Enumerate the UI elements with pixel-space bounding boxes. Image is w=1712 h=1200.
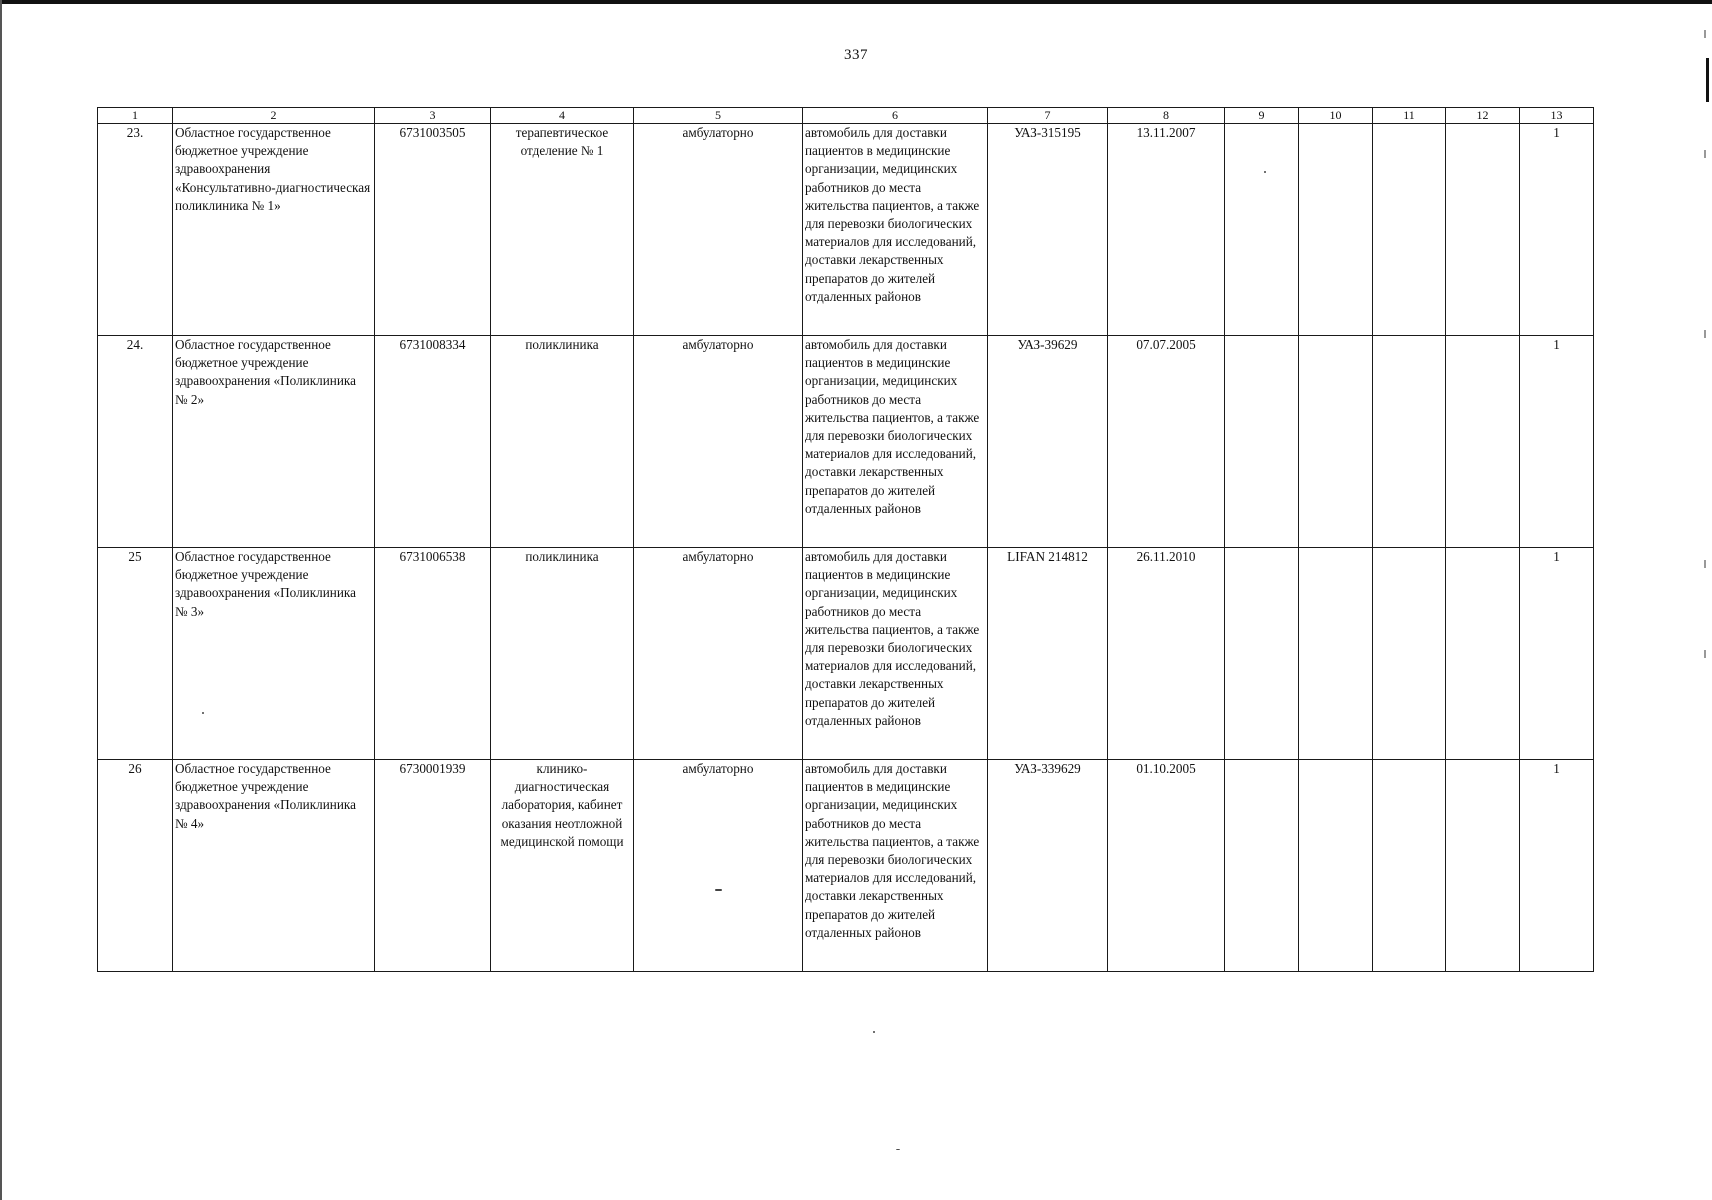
- institution-name-cell: Областное государственное бюджетное учреждение здравоохранения «Консультативно-диагностическая поликлиника № 1»: [173, 124, 375, 336]
- register-table: [97, 107, 1594, 972]
- registration-date-cell: 07.07.2005: [1108, 336, 1225, 548]
- col-11-cell: [1373, 760, 1446, 972]
- vehicle-model-cell: LIFAN 214812: [988, 548, 1108, 760]
- scan-speck: [896, 1149, 900, 1150]
- care-form-cell: амбулаторно: [634, 548, 803, 760]
- vehicle-model-cell: УАЗ-339629: [988, 760, 1108, 972]
- scan-speck: [202, 712, 204, 714]
- column-number-10: 10: [1299, 108, 1373, 124]
- column-number-8: 8: [1108, 108, 1225, 124]
- care-form-cell: амбулаторно: [634, 760, 803, 972]
- col-11-cell: [1373, 124, 1446, 336]
- vehicle-model-cell: УАЗ-39629: [988, 336, 1108, 548]
- column-number-13: 13: [1520, 108, 1594, 124]
- unit-name-cell: терапевтическое отделение № 1: [491, 124, 634, 336]
- table-row: [98, 760, 1594, 972]
- institution-name-cell: Областное государственное бюджетное учреждение здравоохранения «Поликлиника № 2»: [173, 336, 375, 548]
- row-number-cell: 26: [98, 760, 173, 972]
- column-number-row: [98, 108, 1594, 124]
- col-9-cell: [1225, 760, 1299, 972]
- vehicle-purpose-cell: автомобиль для доставки пациентов в медицинские организации, медицинских работников до места жительства пациентов, а также для перевозки биологических материалов для исследований, доставки лекарственных препаратов до жителей отдаленных районов: [803, 336, 988, 548]
- col-10-cell: [1299, 548, 1373, 760]
- table-body: [98, 108, 1594, 972]
- scan-edge-dash: [1704, 650, 1706, 658]
- vehicle-count-cell: 1: [1520, 548, 1594, 760]
- column-number-2: 2: [173, 108, 375, 124]
- col-12-cell: [1446, 548, 1520, 760]
- vehicle-purpose-cell: автомобиль для доставки пациентов в медицинские организации, медицинских работников до места жительства пациентов, а также для перевозки биологических материалов для исследований, доставки лекарственных препаратов до жителей отдаленных районов: [803, 760, 988, 972]
- col-12-cell: [1446, 124, 1520, 336]
- registration-date-cell: 13.11.2007: [1108, 124, 1225, 336]
- col-11-cell: [1373, 548, 1446, 760]
- registration-date-cell: 26.11.2010: [1108, 548, 1225, 760]
- col-11-cell: [1373, 336, 1446, 548]
- row-number-cell: 23.: [98, 124, 173, 336]
- col-12-cell: [1446, 760, 1520, 972]
- column-number-3: 3: [375, 108, 491, 124]
- column-number-4: 4: [491, 108, 634, 124]
- inn-cell: 6731006538: [375, 548, 491, 760]
- column-number-1: 1: [98, 108, 173, 124]
- scan-border-top: [0, 0, 1712, 4]
- inn-cell: 6731003505: [375, 124, 491, 336]
- col-10-cell: [1299, 124, 1373, 336]
- unit-name-cell: поликлиника: [491, 336, 634, 548]
- col-12-cell: [1446, 336, 1520, 548]
- table-row: [98, 124, 1594, 336]
- scan-edge-dash: [1704, 330, 1706, 338]
- col-9-cell: [1225, 548, 1299, 760]
- vehicle-count-cell: 1: [1520, 336, 1594, 548]
- scan-speck: [873, 1031, 875, 1033]
- table-row: [98, 336, 1594, 548]
- page-number: 337: [844, 47, 868, 63]
- column-number-7: 7: [988, 108, 1108, 124]
- inn-cell: 6731008334: [375, 336, 491, 548]
- col-10-cell: [1299, 760, 1373, 972]
- row-number-cell: 24.: [98, 336, 173, 548]
- institution-name-cell: Областное государственное бюджетное учреждение здравоохранения «Поликлиника № 3»: [173, 548, 375, 760]
- care-form-cell: амбулаторно: [634, 124, 803, 336]
- column-number-12: 12: [1446, 108, 1520, 124]
- vehicle-purpose-cell: автомобиль для доставки пациентов в медицинские организации, медицинских работников до места жительства пациентов, а также для перевозки биологических материалов для исследований, доставки лекарственных препаратов до жителей отдаленных районов: [803, 548, 988, 760]
- unit-name-cell: поликлиника: [491, 548, 634, 760]
- scan-border-left: [0, 0, 2, 1200]
- inn-cell: 6730001939: [375, 760, 491, 972]
- row-number-cell: 25: [98, 548, 173, 760]
- col-10-cell: [1299, 336, 1373, 548]
- vehicle-purpose-cell: автомобиль для доставки пациентов в медицинские организации, медицинских работников до места жительства пациентов, а также для перевозки биологических материалов для исследований, доставки лекарственных препаратов до жителей отдаленных районов: [803, 124, 988, 336]
- column-number-5: 5: [634, 108, 803, 124]
- vehicle-count-cell: 1: [1520, 760, 1594, 972]
- col-9-cell: [1225, 124, 1299, 336]
- scan-speck: [715, 889, 722, 891]
- unit-name-cell: клинико-диагностическая лаборатория, кабинет оказания неотложной медицинской помощи: [491, 760, 634, 972]
- column-number-11: 11: [1373, 108, 1446, 124]
- scan-edge-mark: [1706, 58, 1709, 102]
- table-row: [98, 548, 1594, 760]
- scan-edge-dash: [1704, 30, 1706, 38]
- vehicle-model-cell: УАЗ-315195: [988, 124, 1108, 336]
- col-9-cell: [1225, 336, 1299, 548]
- scan-speck: [1264, 171, 1266, 173]
- column-number-9: 9: [1225, 108, 1299, 124]
- column-number-6: 6: [803, 108, 988, 124]
- vehicle-count-cell: 1: [1520, 124, 1594, 336]
- care-form-cell: амбулаторно: [634, 336, 803, 548]
- institution-name-cell: Областное государственное бюджетное учреждение здравоохранения «Поликлиника № 4»: [173, 760, 375, 972]
- scan-edge-dash: [1704, 560, 1706, 568]
- scan-edge-dash: [1704, 150, 1706, 158]
- registration-date-cell: 01.10.2005: [1108, 760, 1225, 972]
